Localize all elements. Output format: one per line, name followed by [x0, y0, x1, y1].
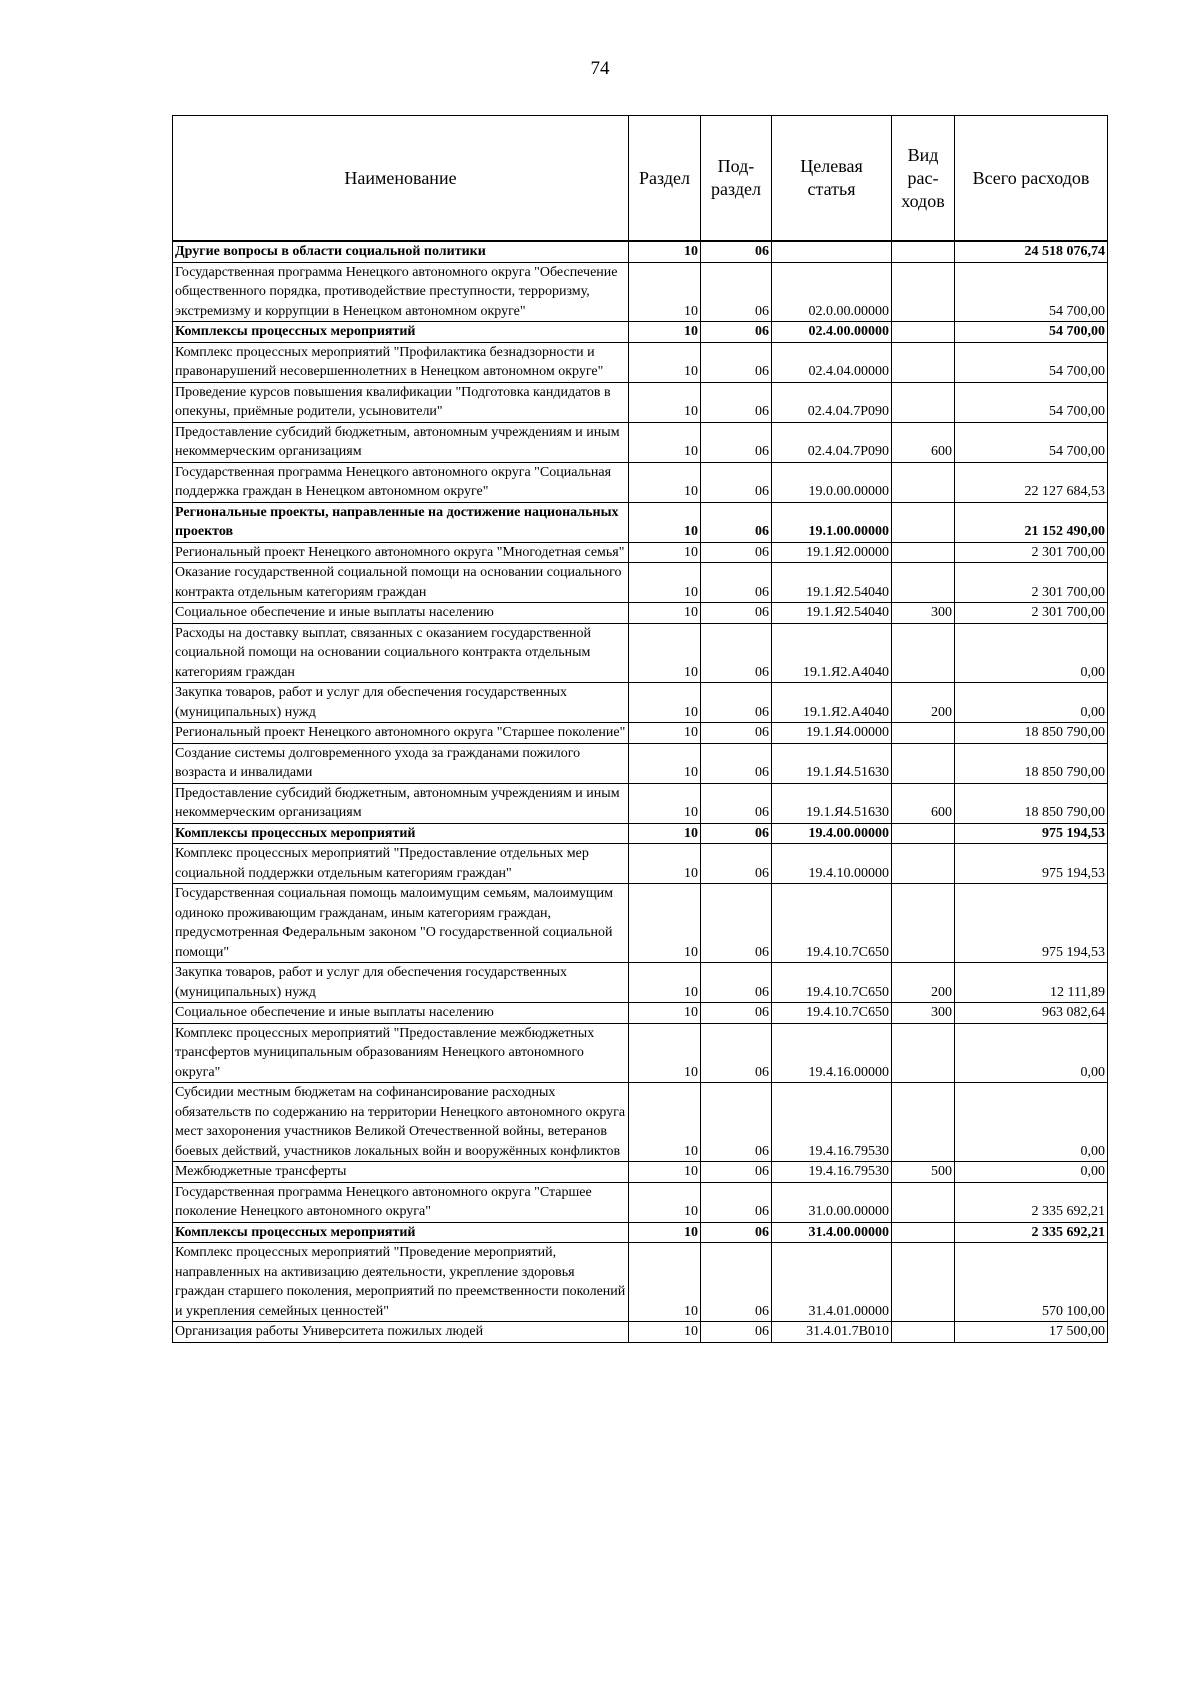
cell-total: 17 500,00	[955, 1322, 1108, 1343]
table-row	[173, 1162, 1108, 1183]
cell-celevaya-statya: 19.1.Я2.00000	[772, 542, 892, 563]
cell-vid-rashodov	[892, 563, 955, 603]
cell-name: Комплекс процессных мероприятий "Предоставление отдельных мер социальной поддержки отдельным категориям граждан"	[173, 844, 629, 884]
cell-vid-rashodov	[892, 1182, 955, 1222]
cell-vid-rashodov	[892, 1322, 955, 1343]
cell-razdel: 10	[629, 683, 701, 723]
cell-vid-rashodov: 500	[892, 1162, 955, 1183]
cell-razdel: 10	[629, 563, 701, 603]
cell-celevaya-statya: 19.4.16.79530	[772, 1162, 892, 1183]
cell-total: 963 082,64	[955, 1003, 1108, 1024]
cell-celevaya-statya: 19.1.Я4.00000	[772, 723, 892, 744]
budget-table	[172, 115, 1108, 1343]
cell-name: Оказание государственной социальной помощи на основании социального контракта отдельным категориям граждан	[173, 563, 629, 603]
table-row	[173, 743, 1108, 783]
table-row	[173, 823, 1108, 844]
cell-razdel: 10	[629, 783, 701, 823]
cell-podrazdel: 06	[701, 683, 772, 723]
cell-razdel: 10	[629, 1322, 701, 1343]
cell-celevaya-statya: 19.4.10.7С650	[772, 963, 892, 1003]
cell-total: 975 194,53	[955, 823, 1108, 844]
cell-total: 54 700,00	[955, 322, 1108, 343]
cell-vid-rashodov	[892, 823, 955, 844]
cell-podrazdel: 06	[701, 1182, 772, 1222]
cell-podrazdel: 06	[701, 462, 772, 502]
cell-total: 18 850 790,00	[955, 723, 1108, 744]
cell-podrazdel: 06	[701, 963, 772, 1003]
cell-vid-rashodov	[892, 623, 955, 683]
cell-razdel: 10	[629, 1222, 701, 1243]
cell-podrazdel: 06	[701, 422, 772, 462]
cell-name: Комплекс процессных мероприятий "Проведение мероприятий, направленных на активизацию деятельности, укрепление здоровья граждан старшего поколения, мероприятий по преемственности поколений и укрепления семейных ценностей"	[173, 1243, 629, 1322]
cell-celevaya-statya: 02.0.00.00000	[772, 262, 892, 322]
cell-vid-rashodov	[892, 502, 955, 542]
cell-razdel: 10	[629, 241, 701, 262]
cell-podrazdel: 06	[701, 1023, 772, 1083]
cell-celevaya-statya: 19.4.16.00000	[772, 1023, 892, 1083]
header-total: Всего расходов	[955, 116, 1108, 242]
page-number: 74	[590, 58, 610, 79]
cell-vid-rashodov	[892, 382, 955, 422]
cell-podrazdel: 06	[701, 1322, 772, 1343]
cell-total: 0,00	[955, 683, 1108, 723]
cell-name: Другие вопросы в области социальной политики	[173, 241, 629, 262]
cell-podrazdel: 06	[701, 342, 772, 382]
cell-name: Предоставление субсидий бюджетным, автономным учреждениям и иным некоммерческим организациям	[173, 422, 629, 462]
table-row	[173, 1222, 1108, 1243]
cell-vid-rashodov	[892, 844, 955, 884]
cell-podrazdel: 06	[701, 1243, 772, 1322]
table-row	[173, 422, 1108, 462]
cell-razdel: 10	[629, 422, 701, 462]
header-razdel: Раздел	[629, 116, 701, 242]
cell-total: 0,00	[955, 1162, 1108, 1183]
cell-name: Региональные проекты, направленные на достижение национальных проектов	[173, 502, 629, 542]
cell-razdel: 10	[629, 1243, 701, 1322]
table-row	[173, 1083, 1108, 1162]
table-row	[173, 783, 1108, 823]
cell-vid-rashodov: 300	[892, 603, 955, 624]
cell-vid-rashodov	[892, 1083, 955, 1162]
cell-razdel: 10	[629, 603, 701, 624]
cell-podrazdel: 06	[701, 783, 772, 823]
table-row	[173, 241, 1108, 262]
cell-podrazdel: 06	[701, 884, 772, 963]
table-row	[173, 322, 1108, 343]
cell-celevaya-statya: 19.1.Я2.54040	[772, 563, 892, 603]
cell-celevaya-statya: 19.4.00.00000	[772, 823, 892, 844]
table-row	[173, 542, 1108, 563]
table-row	[173, 844, 1108, 884]
cell-razdel: 10	[629, 723, 701, 744]
cell-podrazdel: 06	[701, 1083, 772, 1162]
cell-name: Закупка товаров, работ и услуг для обеспечения государственных (муниципальных) нужд	[173, 683, 629, 723]
cell-vid-rashodov	[892, 1243, 955, 1322]
cell-celevaya-statya: 19.1.Я2.А4040	[772, 683, 892, 723]
cell-podrazdel: 06	[701, 1162, 772, 1183]
cell-celevaya-statya: 19.1.00.00000	[772, 502, 892, 542]
cell-name: Государственная программа Ненецкого автономного округа "Старшее поколение Ненецкого автономного округа"	[173, 1182, 629, 1222]
cell-name: Проведение курсов повышения квалификации "Подготовка кандидатов в опекуны, приёмные родители, усыновители"	[173, 382, 629, 422]
cell-vid-rashodov	[892, 743, 955, 783]
cell-razdel: 10	[629, 623, 701, 683]
cell-celevaya-statya: 02.4.04.7Р090	[772, 382, 892, 422]
cell-total: 0,00	[955, 1023, 1108, 1083]
cell-vid-rashodov: 600	[892, 422, 955, 462]
cell-total: 18 850 790,00	[955, 743, 1108, 783]
cell-celevaya-statya: 19.1.Я2.А4040	[772, 623, 892, 683]
table-row	[173, 884, 1108, 963]
cell-vid-rashodov	[892, 723, 955, 744]
cell-name: Государственная социальная помощь малоимущим семьям, малоимущим одиноко проживающим гражданам, иным категориям граждан, предусмотренная Федеральным законом "О государственной социальной помощи"	[173, 884, 629, 963]
cell-vid-rashodov	[892, 542, 955, 563]
cell-razdel: 10	[629, 502, 701, 542]
cell-name: Региональный проект Ненецкого автономного округа "Многодетная семья"	[173, 542, 629, 563]
cell-celevaya-statya: 19.4.10.7С650	[772, 1003, 892, 1024]
cell-vid-rashodov	[892, 1023, 955, 1083]
cell-total: 54 700,00	[955, 382, 1108, 422]
cell-total: 0,00	[955, 623, 1108, 683]
cell-vid-rashodov	[892, 462, 955, 502]
cell-podrazdel: 06	[701, 1003, 772, 1024]
cell-total: 54 700,00	[955, 422, 1108, 462]
header-podrazdel: Под- раздел	[701, 116, 772, 242]
cell-name: Государственная программа Ненецкого автономного округа "Социальная поддержка граждан в Ненецком автономном округе"	[173, 462, 629, 502]
table-row	[173, 723, 1108, 744]
cell-name: Предоставление субсидий бюджетным, автономным учреждениям и иным некоммерческим организациям	[173, 783, 629, 823]
cell-razdel: 10	[629, 342, 701, 382]
cell-total: 22 127 684,53	[955, 462, 1108, 502]
cell-total: 2 301 700,00	[955, 542, 1108, 563]
cell-total: 2 335 692,21	[955, 1182, 1108, 1222]
cell-podrazdel: 06	[701, 603, 772, 624]
cell-podrazdel: 06	[701, 723, 772, 744]
table-row	[173, 683, 1108, 723]
cell-celevaya-statya: 19.4.16.79530	[772, 1083, 892, 1162]
cell-total: 975 194,53	[955, 844, 1108, 884]
cell-total: 21 152 490,00	[955, 502, 1108, 542]
cell-vid-rashodov: 200	[892, 963, 955, 1003]
cell-podrazdel: 06	[701, 1222, 772, 1243]
cell-name: Комплекс процессных мероприятий "Предоставление межбюджетных трансфертов муниципальным образованиям Ненецкого автономного округа"	[173, 1023, 629, 1083]
cell-razdel: 10	[629, 844, 701, 884]
cell-podrazdel: 06	[701, 844, 772, 884]
cell-razdel: 10	[629, 542, 701, 563]
table-row	[173, 623, 1108, 683]
cell-podrazdel: 06	[701, 563, 772, 603]
cell-razdel: 10	[629, 322, 701, 343]
cell-name: Комплексы процессных мероприятий	[173, 1222, 629, 1243]
table-row	[173, 382, 1108, 422]
cell-total: 18 850 790,00	[955, 783, 1108, 823]
table-body	[173, 241, 1108, 1342]
header-celevaya-statya: Целевая статья	[772, 116, 892, 242]
cell-vid-rashodov	[892, 884, 955, 963]
cell-name: Региональный проект Ненецкого автономного округа "Старшее поколение"	[173, 723, 629, 744]
cell-razdel: 10	[629, 884, 701, 963]
cell-vid-rashodov: 300	[892, 1003, 955, 1024]
cell-celevaya-statya: 31.4.01.7В010	[772, 1322, 892, 1343]
cell-total: 2 335 692,21	[955, 1222, 1108, 1243]
cell-vid-rashodov	[892, 262, 955, 322]
cell-name: Закупка товаров, работ и услуг для обеспечения государственных (муниципальных) нужд	[173, 963, 629, 1003]
cell-celevaya-statya: 19.1.Я4.51630	[772, 743, 892, 783]
cell-razdel: 10	[629, 382, 701, 422]
cell-razdel: 10	[629, 823, 701, 844]
cell-name: Создание системы долговременного ухода за гражданами пожилого возраста и инвалидами	[173, 743, 629, 783]
cell-razdel: 10	[629, 262, 701, 322]
table-row	[173, 603, 1108, 624]
cell-vid-rashodov: 600	[892, 783, 955, 823]
cell-podrazdel: 06	[701, 623, 772, 683]
cell-name: Социальное обеспечение и иные выплаты населению	[173, 603, 629, 624]
cell-vid-rashodov	[892, 241, 955, 262]
table-row	[173, 502, 1108, 542]
cell-celevaya-statya	[772, 241, 892, 262]
cell-celevaya-statya: 31.0.00.00000	[772, 1182, 892, 1222]
cell-name: Комплекс процессных мероприятий "Профилактика безнадзорности и правонарушений несовершеннолетних в Ненецком автономном округе"	[173, 342, 629, 382]
table-row	[173, 1322, 1108, 1343]
cell-celevaya-statya: 19.0.00.00000	[772, 462, 892, 502]
cell-razdel: 10	[629, 963, 701, 1003]
cell-razdel: 10	[629, 1023, 701, 1083]
header-vid-rashodov: Вид рас- ходов	[892, 116, 955, 242]
table-row	[173, 262, 1108, 322]
table-row	[173, 1243, 1108, 1322]
cell-razdel: 10	[629, 1162, 701, 1183]
cell-celevaya-statya: 19.4.10.7С650	[772, 884, 892, 963]
cell-podrazdel: 06	[701, 743, 772, 783]
cell-podrazdel: 06	[701, 542, 772, 563]
cell-celevaya-statya: 31.4.00.00000	[772, 1222, 892, 1243]
cell-total: 975 194,53	[955, 884, 1108, 963]
cell-total: 24 518 076,74	[955, 241, 1108, 262]
cell-celevaya-statya: 31.4.01.00000	[772, 1243, 892, 1322]
cell-total: 2 301 700,00	[955, 603, 1108, 624]
cell-razdel: 10	[629, 1182, 701, 1222]
cell-celevaya-statya: 19.4.10.00000	[772, 844, 892, 884]
cell-name: Социальное обеспечение и иные выплаты населению	[173, 1003, 629, 1024]
cell-vid-rashodov: 200	[892, 683, 955, 723]
cell-celevaya-statya: 02.4.00.00000	[772, 322, 892, 343]
cell-name: Комплексы процессных мероприятий	[173, 322, 629, 343]
table-row	[173, 462, 1108, 502]
cell-razdel: 10	[629, 743, 701, 783]
cell-total: 12 111,89	[955, 963, 1108, 1003]
table-row	[173, 1003, 1108, 1024]
cell-name: Государственная программа Ненецкого автономного округа "Обеспечение общественного порядка, противодействие преступности, терроризму, экстремизму и коррупции в Ненецком автономном округе"	[173, 262, 629, 322]
cell-podrazdel: 06	[701, 322, 772, 343]
cell-podrazdel: 06	[701, 502, 772, 542]
cell-total: 570 100,00	[955, 1243, 1108, 1322]
cell-celevaya-statya: 19.1.Я4.51630	[772, 783, 892, 823]
table-row	[173, 1182, 1108, 1222]
table-row	[173, 563, 1108, 603]
cell-razdel: 10	[629, 462, 701, 502]
cell-name: Организация работы Университета пожилых людей	[173, 1322, 629, 1343]
cell-podrazdel: 06	[701, 262, 772, 322]
cell-razdel: 10	[629, 1003, 701, 1024]
cell-total: 0,00	[955, 1083, 1108, 1162]
table-row	[173, 342, 1108, 382]
table-row	[173, 963, 1108, 1003]
cell-podrazdel: 06	[701, 382, 772, 422]
cell-total: 54 700,00	[955, 262, 1108, 322]
cell-name: Расходы на доставку выплат, связанных с оказанием государственной социальной помощи на основании социального контракта отдельным категориям граждан	[173, 623, 629, 683]
cell-razdel: 10	[629, 1083, 701, 1162]
cell-total: 54 700,00	[955, 342, 1108, 382]
cell-name: Комплексы процессных мероприятий	[173, 823, 629, 844]
cell-celevaya-statya: 02.4.04.7Р090	[772, 422, 892, 462]
cell-vid-rashodov	[892, 322, 955, 343]
table-row	[173, 1023, 1108, 1083]
header-name: Наименование	[173, 116, 629, 242]
cell-celevaya-statya: 19.1.Я2.54040	[772, 603, 892, 624]
cell-celevaya-statya: 02.4.04.00000	[772, 342, 892, 382]
cell-name: Межбюджетные трансферты	[173, 1162, 629, 1183]
cell-total: 2 301 700,00	[955, 563, 1108, 603]
cell-podrazdel: 06	[701, 823, 772, 844]
cell-podrazdel: 06	[701, 241, 772, 262]
cell-vid-rashodov	[892, 342, 955, 382]
cell-vid-rashodov	[892, 1222, 955, 1243]
table-header	[173, 116, 1108, 242]
cell-name: Субсидии местным бюджетам на софинансирование расходных обязательств по содержанию на территории Ненецкого автономного округа мест захоронения участников Великой Отечественной войны, ветеранов боевых действий, участников локальных войн и вооружённых конфликтов	[173, 1083, 629, 1162]
